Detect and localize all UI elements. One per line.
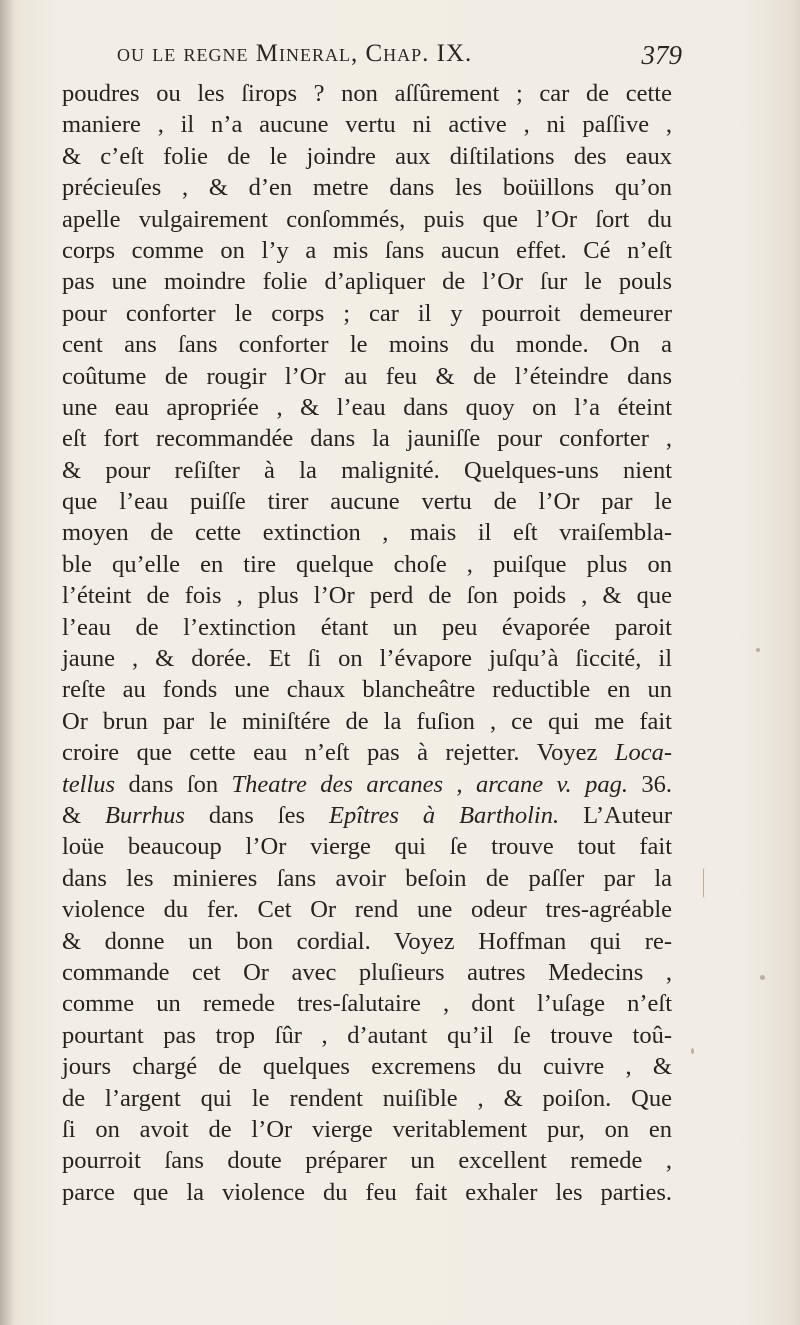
text-line (62, 423, 672, 454)
text-segment: Burrhus (105, 801, 185, 829)
text-line (62, 361, 672, 392)
text-segment: violence du fer. Cet Or rend une odeur tres-agréable (62, 896, 672, 924)
text-segment: reſte au fonds une chaux blancheâtre reductible en un (62, 676, 672, 704)
text-segment: dans ſes (184, 801, 329, 829)
text-line (62, 988, 672, 1019)
paper-speck (691, 1048, 694, 1054)
text-segment: Theatre des arcanes , arcane v. pag. (231, 770, 628, 798)
text-line (62, 455, 672, 486)
text-line (62, 1020, 672, 1051)
text-line (62, 831, 672, 862)
body-text (62, 78, 672, 1208)
text-line (62, 612, 672, 643)
text-segment: que l’eau puiſſe tirer aucune vertu de l’Or par le (62, 488, 672, 516)
text-segment: jours chargé de quelques excremens du cuivre , & (62, 1053, 672, 1081)
text-segment: apelle vulgairement conſommés, puis que l’Or ſort du (62, 205, 672, 233)
text-segment: maniere , il n’a aucune vertu ni active , ni paſſive , (62, 111, 672, 139)
text-line (62, 329, 672, 360)
text-segment: corps comme on l’y a mis ſans aucun effet. Cé n’eſt (62, 236, 672, 264)
text-line (62, 863, 672, 894)
text-line (62, 580, 672, 611)
text-line (62, 800, 672, 831)
text-segment: dans les minieres ſans avoir beſoin de paſſer par la (62, 864, 672, 892)
text-line (62, 298, 672, 329)
text-line (62, 204, 672, 235)
text-line (62, 737, 672, 768)
text-segment: dans ſon (115, 770, 232, 798)
text-line (62, 706, 672, 737)
text-line (62, 392, 672, 423)
binding-shadow (0, 0, 14, 1325)
text-line (62, 172, 672, 203)
text-segment: poudres ou les ſirops ? non aſſûrement ; car de cette (62, 80, 672, 107)
text-line (62, 957, 672, 988)
text-segment: croire que cette eau n’eſt pas à rejetter. Voyez (62, 739, 615, 767)
text-segment: & pour reſiſter à la malignité. Quelques-uns nient (62, 456, 672, 484)
text-segment: L’Auteur (559, 801, 673, 829)
text-line (62, 141, 672, 172)
text-segment: précieuſes , & d’en metre dans les boüillons qu’on (62, 174, 672, 202)
text-line (62, 674, 672, 705)
text-line (62, 549, 672, 580)
text-line (62, 78, 672, 109)
text-line (62, 486, 672, 517)
paper-speck (760, 975, 765, 980)
text-segment: cent ans ſans conforter le moins du monde. On a (62, 331, 672, 359)
text-segment: pas une moindre folie d’apliquer de l’Or ſur le pouls (62, 268, 672, 296)
text-line (62, 926, 672, 957)
text-line (62, 1114, 672, 1145)
text-segment: Loca- (614, 739, 672, 767)
text-line (62, 1177, 672, 1208)
paper-speck (756, 648, 760, 652)
text-segment: de l’argent qui le rendent nuiſible , & poiſon. Que (62, 1084, 672, 1112)
text-line (62, 894, 672, 925)
page-number: 379 (641, 40, 682, 70)
text-segment: comme un remede tres-ſalutaire , dont l’uſage n’eſt (62, 990, 672, 1018)
page-header (62, 40, 682, 80)
text-segment: 36. (627, 770, 672, 798)
text-segment: pourroit ſans doute préparer un excellent remede , (62, 1147, 672, 1175)
text-line (62, 266, 672, 297)
text-segment: l’éteint de fois , plus l’Or perd de ſon poids , & que (62, 582, 672, 610)
text-segment: ble qu’elle en tire quelque choſe , puiſque plus on (62, 550, 672, 578)
text-segment: tellus (62, 770, 116, 798)
text-segment: & c’eſt folie de le joindre aux diſtilations des eaux (62, 142, 672, 170)
text-line (62, 235, 672, 266)
text-segment: coûtume de rougir l’Or au feu & de l’éteindre dans (62, 362, 672, 390)
running-title: ou le regne Mineral, Chap. IX. (117, 40, 473, 67)
text-segment: pourtant pas trop ſûr , d’autant qu’il ſe trouve toû- (62, 1021, 672, 1049)
text-segment: & (62, 801, 106, 829)
text-segment: parce que la violence du feu fait exhaler les parties. (62, 1178, 672, 1206)
text-line (62, 643, 672, 674)
text-segment: l’eau de l’extinction étant un peu évaporée paroit (62, 613, 672, 641)
text-line (62, 517, 672, 548)
text-segment: Or brun par le miniſtére de la fuſion , ce qui me fait (62, 707, 672, 735)
text-segment: commande cet Or avec pluſieurs autres Medecins , (62, 958, 672, 986)
text-segment: une eau apropriée , & l’eau dans quoy on l’a éteint (62, 393, 672, 421)
text-segment: Epîtres à Bartholin. (329, 801, 560, 829)
text-segment: moyen de cette extinction , mais il eſt vraiſembla- (62, 519, 672, 547)
text-segment: ſi on avoit de l’Or vierge veritablement pur, on en (62, 1115, 672, 1143)
text-segment: & donne un bon cordial. Voyez Hoffman qui re- (62, 927, 672, 955)
text-segment: jaune , & dorée. Et ſi on l’évapore juſqu’à ſiccité, il (62, 645, 672, 673)
text-line (62, 1083, 672, 1114)
text-line (62, 769, 672, 800)
margin-mark (703, 868, 707, 898)
text-segment: eſt fort recommandée dans la jauniſſe pour conforter , (62, 425, 672, 453)
text-line (62, 1145, 672, 1176)
text-segment: pour conforter le corps ; car il y pourroit demeurer (62, 299, 672, 327)
text-segment: loüe beaucoup l’Or vierge qui ſe trouve tout fait (62, 833, 672, 861)
text-line (62, 109, 672, 140)
text-line (62, 1051, 672, 1082)
